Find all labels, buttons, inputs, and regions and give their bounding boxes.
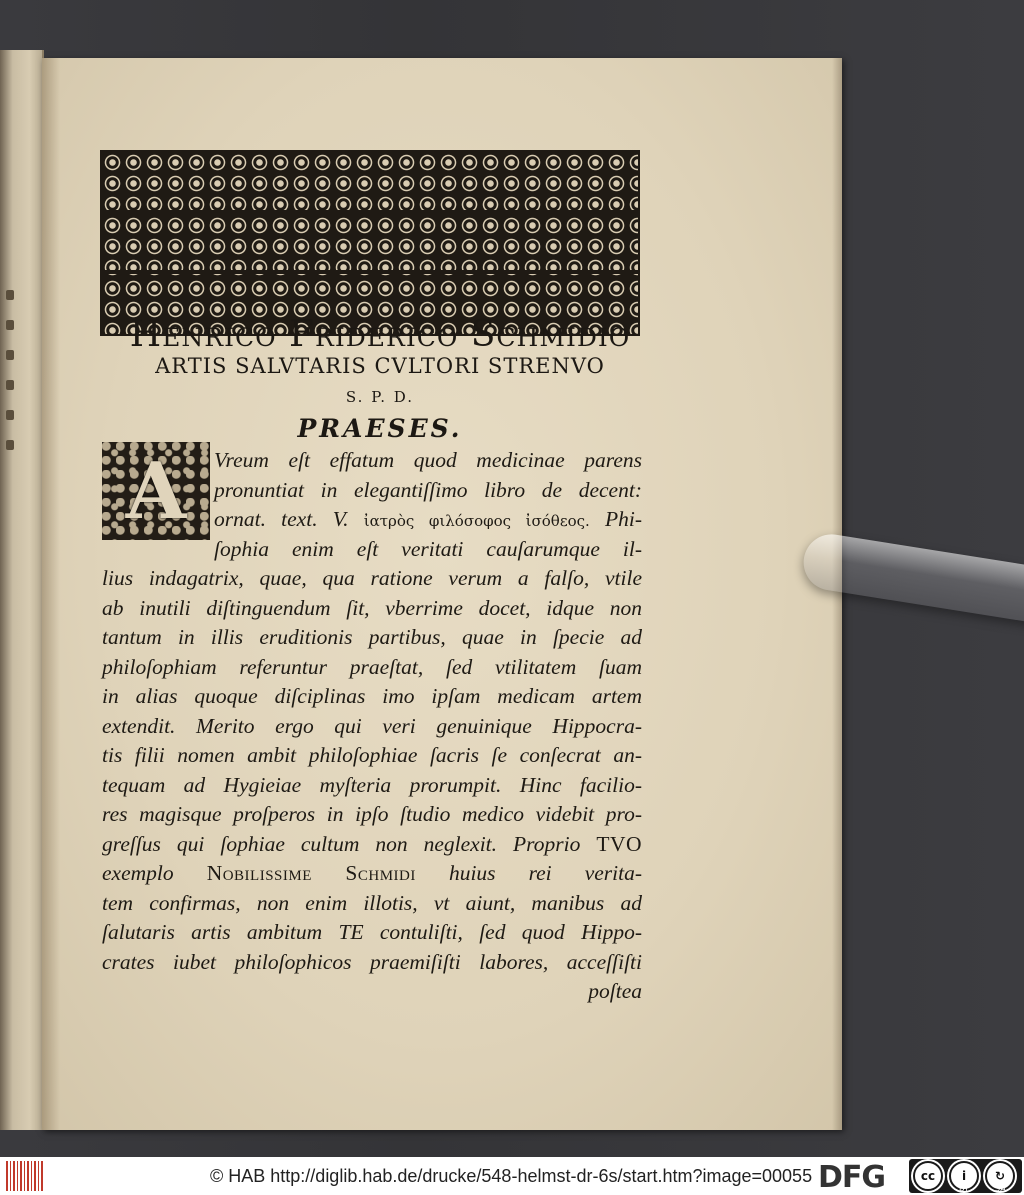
edge-mark bbox=[6, 380, 14, 390]
previous-page-edge bbox=[0, 50, 44, 1130]
cc-icon: cc bbox=[913, 1161, 943, 1191]
text-segment: Phi- bbox=[605, 507, 643, 531]
text-segment: ornat. text. V. bbox=[214, 507, 349, 531]
dedication-subtitle: ARTIS SALVTARIS CVLTORI STRENVO bbox=[155, 354, 605, 378]
text-line: lius indagatrix, quae, qua ratione verum a falſo, vtile bbox=[102, 566, 642, 590]
dedication-name: Henrico Friderico Schmidio bbox=[129, 314, 631, 355]
source-url[interactable]: © HAB http://diglib.hab.de/drucke/548-helmst-dr-6s/start.htm?image=00055 bbox=[210, 1166, 813, 1186]
greek-quote: ἰατρὸς φιλόσοφος ἰσόθεος. bbox=[363, 512, 590, 530]
edge-mark bbox=[6, 320, 14, 330]
text-line: res magisque proſperos in ipſo ſtudio medico videbit pro- bbox=[102, 802, 642, 826]
text-line: tequam ad Hygieiae myſteria prorumpit. Hinc facilio- bbox=[102, 772, 642, 797]
sa-label: SA bbox=[995, 1184, 1006, 1193]
text-line: tis filii nomen ambit philoſophiae ſacris ſe conſecrat an- bbox=[102, 743, 642, 767]
text-line: philoſophiam referuntur praeſtat, ſed vtilitatem ſuam bbox=[102, 654, 642, 679]
edge-mark bbox=[6, 350, 14, 360]
text-line: ſophia enim eſt veritati cauſarumque il- bbox=[214, 536, 642, 561]
initial-letter: A bbox=[125, 445, 187, 537]
license-badge[interactable] bbox=[909, 1159, 1022, 1193]
text-line bbox=[102, 830, 642, 860]
edge-mark bbox=[6, 290, 14, 300]
ornament-band bbox=[102, 270, 638, 274]
text-line: tem confirmas, non enim illotis, vt aiunt, manibus ad bbox=[102, 890, 642, 915]
text-line: tantum in illis eruditionis partibus, quae in ſpecie ad bbox=[102, 625, 642, 649]
body-text bbox=[102, 446, 642, 1007]
book-page bbox=[42, 58, 842, 1130]
addressee: Nobilissime Schmidi bbox=[206, 861, 416, 885]
edge-mark bbox=[6, 440, 14, 450]
hab-logo-icon bbox=[6, 1161, 44, 1191]
text-line: extendit. Merito ergo qui veri genuinique Hippocra- bbox=[102, 713, 642, 738]
text-segment: exemplo bbox=[102, 861, 174, 885]
dfg-logo: DFG bbox=[818, 1160, 886, 1195]
ornamental-headpiece bbox=[100, 150, 640, 336]
text-line bbox=[102, 505, 642, 535]
text-line: Vreum eſt effatum quod medicinae parens bbox=[214, 448, 642, 472]
text-segment: huius rei verita- bbox=[448, 861, 643, 885]
text-line bbox=[102, 859, 642, 889]
by-icon: i bbox=[949, 1161, 979, 1191]
footer-bar bbox=[0, 1157, 1024, 1195]
dedication-spd: S. P. D. bbox=[345, 388, 415, 406]
text-line: in alias quoque diſciplinas imo ipſam medicam artem bbox=[102, 684, 642, 708]
ornament-band bbox=[102, 210, 638, 214]
edge-mark bbox=[6, 410, 14, 420]
text-segment: TVO bbox=[596, 831, 643, 856]
text-line: ab inutili diſtinguendum ſit, vberrime docet, idque non bbox=[102, 595, 642, 620]
dedication-praeses: PRAESES. bbox=[297, 414, 463, 443]
sa-icon: ↻ bbox=[985, 1161, 1015, 1191]
text-line: crates iubet philoſophicos praemiſiſti labores, acceſſiſti bbox=[102, 949, 642, 974]
by-label: BY bbox=[959, 1184, 969, 1193]
text-line: pronuntiat in elegantiſſimo libro de decent: bbox=[214, 477, 642, 502]
text-line: ſalutaris artis ambitum TE contuliſti, ſed quod Hippo- bbox=[102, 920, 642, 944]
text-segment: greſſus qui ſophiae cultum non neglexit. Proprio bbox=[102, 831, 581, 856]
catchword: poſtea bbox=[588, 979, 642, 1003]
